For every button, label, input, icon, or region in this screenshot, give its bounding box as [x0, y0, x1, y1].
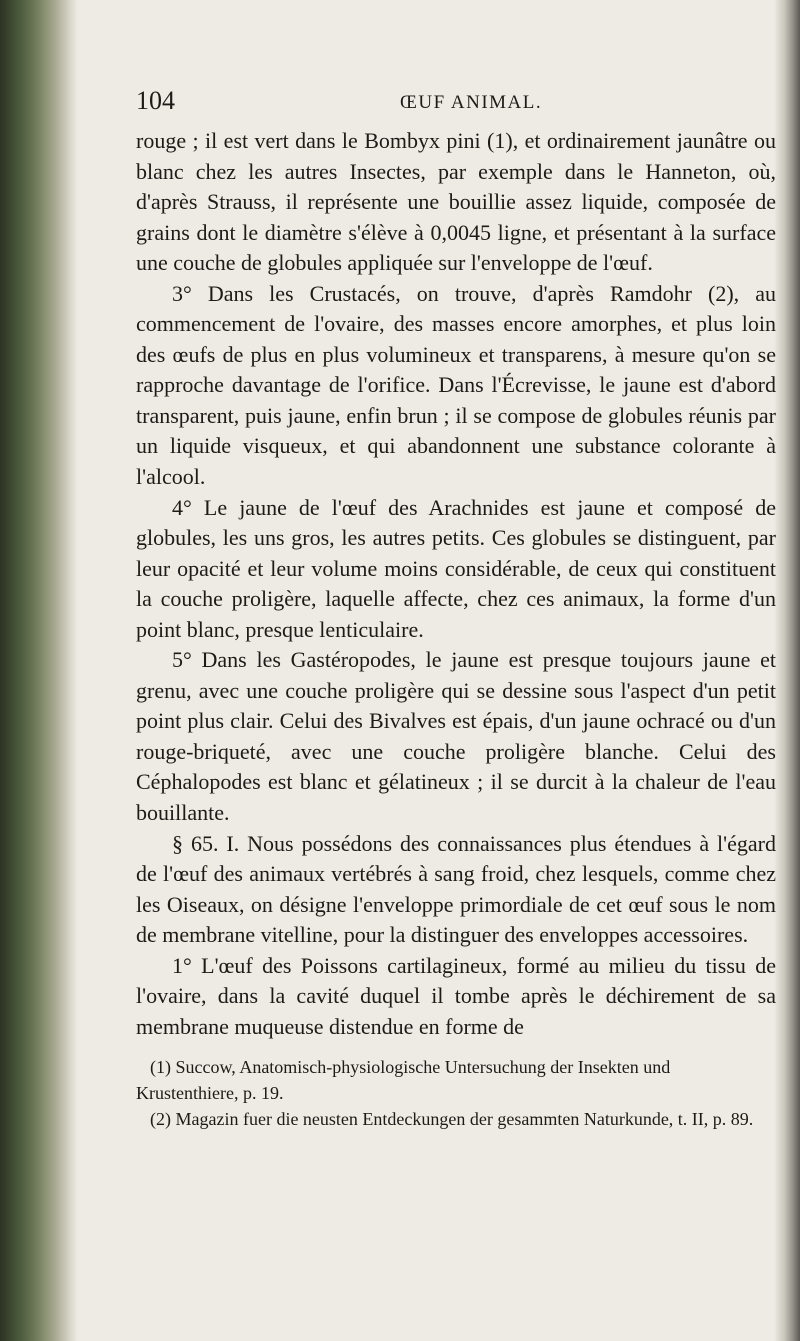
paragraph-5: § 65. I. Nous possédons des connaissances plus étendues à l'égard de l'œuf des animaux vertébrés à sang froid, chez lesquels, comme chez les Oiseaux, on désigne l'enveloppe primordiale de cet œuf sous le nom de membrane vitelline, pour la distinguer des enveloppes accessoires.	[136, 830, 776, 948]
body-text	[136, 126, 776, 1042]
paragraph-1: rouge ; il est vert dans le Bombyx pini (1), et ordinairement jaunâtre ou blanc chez les autres Insectes, par exemple dans le Hanneton, où, d'après Strauss, il représente une bouillie assez liquide, composée de grains dont le diamètre s'élève à 0,0045 ligne, et présentant à la surface une couche de globules appliquée sur l'enveloppe de l'œuf.	[136, 128, 776, 276]
footnote-2: (2) Magazin fuer die neusten Entdeckungen der gesammten Naturkunde, t. II, p. 89.	[150, 1109, 754, 1130]
footnote-1: (1) Succow, Anatomisch-physiologische Untersuchung der Insekten und Krustenthiere, p. 19.	[136, 1057, 671, 1104]
book-page	[136, 86, 776, 1132]
paragraph-3: 4° Le jaune de l'œuf des Arachnides est jaune et composé de globules, les uns gros, les autres petits. Ces globules se distinguent, par leur opacité et leur volume moins considérable, de ceux qui constituent la couche proligère, laquelle affecte, chez ces animaux, la forme d'un point blanc, presque lenticulaire.	[136, 494, 776, 642]
paragraph-2: 3° Dans les Crustacés, on trouve, d'après Ramdohr (2), au commencement de l'ovaire, des masses encore amorphes, et plus loin des œufs de plus en plus volumineux et transparens, à mesure qu'on se rapproche davantage de l'orifice. Dans l'Écrevisse, le jaune est d'abord transparent, puis jaune, enfin brun ; il se compose de globules réunis par un liquide visqueux, et qui abandonnent une substance colorante à l'alcool.	[136, 280, 776, 490]
book-binding-edge	[0, 0, 78, 1341]
footnotes	[136, 1054, 776, 1132]
running-head: ŒUF ANIMAL.	[400, 92, 543, 113]
paragraph-4: 5° Dans les Gastéropodes, le jaune est presque toujours jaune et grenu, avec une couche proligère qui se dessine sous l'aspect d'un petit point plus clair. Celui des Bivalves est épais, d'un jaune ochracé ou d'un rouge-briqueté, avec une couche proligère blanche. Celui des Céphalopodes est blanc et gélatineux ; il se durcit à la chaleur de l'eau bouillante.	[136, 647, 776, 826]
page-right-edge	[774, 0, 800, 1341]
page-header	[136, 86, 776, 126]
paragraph-6: 1° L'œuf des Poissons cartilagineux, formé au milieu du tissu de l'ovaire, dans la cavité duquel il tombe après le déchirement de sa membrane muqueuse distendue en forme de	[136, 952, 776, 1039]
page-number: 104	[136, 86, 175, 115]
